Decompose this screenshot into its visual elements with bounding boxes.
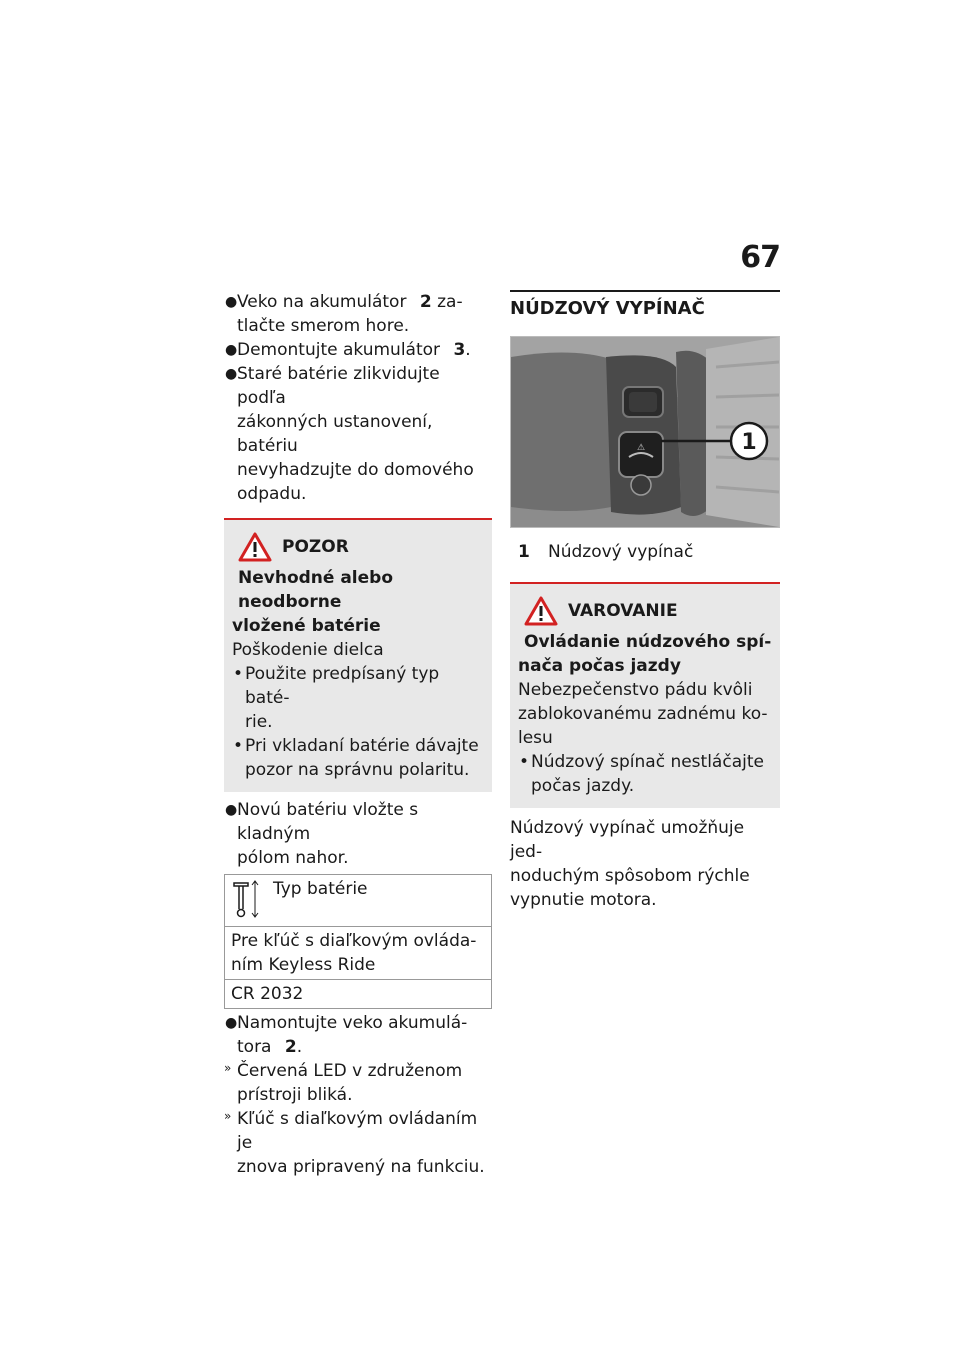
step-ref-number: 2 [284,1037,297,1057]
spec-value: CR 2032 [225,980,492,1009]
right-column: NÚDZOVÝ VYPÍNAČ ⚠ 1 1 Núdzový vypínač VAROVANIE Ovládanie núdzového spí- nača počas jazdy Nebezpečenstvo pádu kvôli zablokovanému zadnému ko- lesu • Núdzový spínač nestláčajte počas jazdy. Núdzový vypínač umožňuje jed- noduchým spôsobom rýchle vypnutie motora. [510,290,780,912]
battery-icon [231,877,261,921]
page-number: 67 [740,240,780,275]
step-dispose-battery: ● Staré batérie zlikvidujte podľa [225,364,440,408]
notice-subject: Ovládanie núdzového spí- [524,632,772,652]
body-paragraph: Núdzový vypínač umožňuje jed- [510,818,745,862]
bullet-icon: • [233,664,244,684]
warning-triangle-icon [238,532,272,562]
battery-spec-table [224,874,492,1009]
result-arrow-icon: » [224,1109,232,1123]
bullet-icon: ● [225,802,238,818]
photo-callout-number: 1 [741,430,757,455]
notice-title: VAROVANIE [568,601,678,621]
result-key-ready: » Kľúč s diaľkovým ovládaním je [224,1107,492,1155]
emergency-switch-photo [510,336,780,528]
result-led-flashes: » Červená LED v združenom [224,1059,492,1083]
figure-caption: 1 Núdzový vypínač [518,542,694,562]
step-ref-number: 2 [419,292,432,312]
notice-consequence: Poškodenie dielca [232,640,384,660]
bullet-icon: ● [225,294,238,310]
step-remove-battery: ● Demontujte akumulátor 3. [225,340,471,360]
notice-measure: • Pri vkladaní batérie dávajte [233,736,479,756]
notice-measure: • Núdzový spínač nestláčajte [519,752,764,772]
left-column: ● Veko na akumulátor 2 za- tlačte smerom hore. ● Demontujte akumulátor 3. ● Staré batérie zlikvidujte podľa zákonných ustanovení, batériu nevyhadzujte do domového odpadu. POZOR Nevhodné alebo neodborne vložené batérie Poškodenie dielca • Použite predpísaný typ baté- rie. • Pri vkladaní batérie dávajte pozor na správnu polaritu. ● Novú batériu vložte s kladným pólom nahor. Typ batérie Pre kľúč s diaľkovým ovláda- ním Keyless Ride CR 2032 ● Namontujte veko akumulá- tora 2. » Červená LED v združenom prístroji bliká. » Kľúč s diaľkovým ovládaním je znova pripravený na funkciu. [224,290,492,1179]
section-title: NÚDZOVÝ VYPÍNAČ [510,290,780,328]
caution-notice: POZOR Nevhodné alebo neodborne vložené batérie Poškodenie dielca • Použite predpísaný typ baté- rie. • Pri vkladaní batérie dávajte pozor na správnu polaritu. [224,518,492,792]
step-insert-battery: ● Novú batériu vložte s kladným [225,800,419,844]
warning-notice: VAROVANIE Ovládanie núdzového spí- nača počas jazdy Nebezpečenstvo pádu kvôli zablokovanému zadnému ko- lesu • Núdzový spínač nestláčajte počas jazdy. [510,582,780,808]
spec-header: Typ batérie [273,879,368,899]
bullet-icon: ● [225,366,238,382]
svg-text:⚠: ⚠ [636,443,646,453]
step-install-cover: ● Namontujte veko akumulá- [225,1013,468,1033]
bullet-icon: • [519,752,530,772]
result-arrow-icon: » [224,1061,232,1075]
bullet-icon: ● [225,342,238,358]
bullet-icon: • [233,736,244,756]
notice-consequence: Nebezpečenstvo pádu kvôli [518,680,753,700]
notice-title: POZOR [282,537,349,557]
notice-measure: • Použite predpísaný typ baté- [233,664,440,708]
step-open-battery-cover: ● Veko na akumulátor 2 za- [225,292,463,312]
bullet-icon: ● [225,1015,238,1031]
warning-triangle-icon [524,596,558,626]
step-ref-number: 3 [453,340,466,360]
spec-row: Pre kľúč s diaľkovým ovláda- ním Keyless Ride [225,927,492,980]
notice-subject: Nevhodné alebo neodborne [238,568,394,612]
